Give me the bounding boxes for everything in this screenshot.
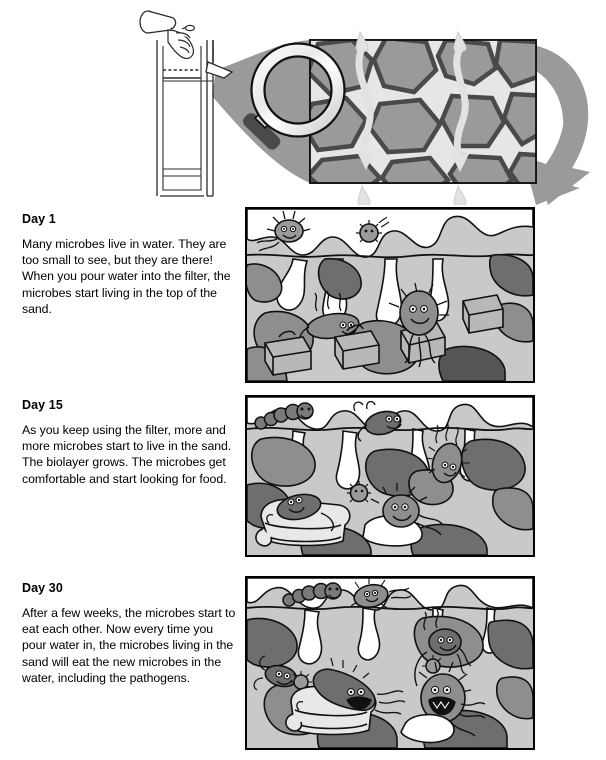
day-30-heading: Day 30 [22,581,63,595]
day-15-illustration [245,395,535,557]
day-1-heading: Day 1 [22,212,56,226]
day-1-body: Many microbes live in water. They are too small to see, but they are there! When you pour water into the filter, the microbes start living in the top of the sand. [22,236,231,316]
day-1-illustration [245,207,535,383]
day-15-body: As you keep using the filter, more and more microbes start to live in the sand. The biolayer grows. The microbes get comfortable and start looking for food. [22,422,232,486]
day-30-body: After a few weeks, the microbes start to eat each other. Now every time you pour water in, the microbes living in the sand will eat the new microbes in the water, including the pathogens. [22,605,236,685]
day-30-row [0,572,606,760]
day-30-illustration [245,576,535,750]
day-15-heading: Day 15 [22,398,63,412]
day-15-row [0,392,606,570]
biosand-filter-diagram [0,0,606,205]
diffuser-plate [206,41,232,78]
day-30-text-block [22,582,240,686]
day-1-row [0,205,606,390]
suitcase [463,295,503,333]
biosand-filter-container [157,40,213,196]
hand-icon [168,25,195,58]
magnified-sand-grains-box [302,38,554,194]
sand-grains [302,38,554,194]
day-15-text-block [22,399,240,487]
day-1-text-block [22,213,240,317]
